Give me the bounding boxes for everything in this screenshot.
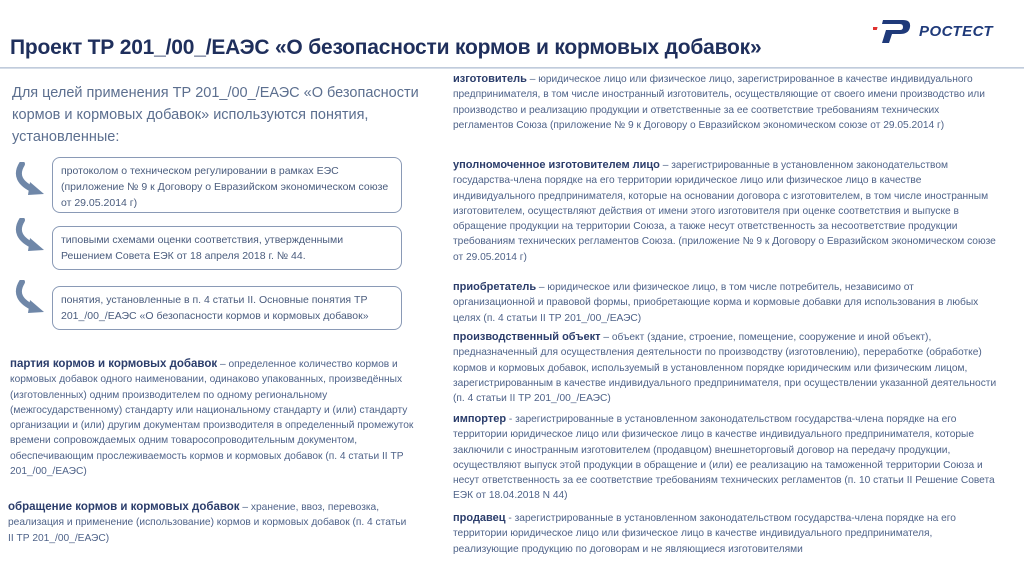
curved-arrow-icon	[10, 218, 46, 254]
definition-separator: –	[600, 332, 612, 343]
rostest-p-logo-icon	[873, 18, 913, 44]
definition-text: зарегистрированные в установленном законодательством государства-члена порядке на его территории юридическое лицо или физическое лицо в качестве индивидуального предпринимателя, которые заключили с иностранным изготовителем (продавцом) внешнеторговый договор на передачу продукции, осуществляют выпуск этой продукции в обращение и (или) ее реализацию на таможенной территории Союза и несут ответственность за ее соответствие требованиям технических регламентов (п. 10 статьи II Решение Совета ЕЭК от 18.04.2018 N 44)	[453, 414, 995, 502]
definition-text: зарегистрированные в установленном законодательством государства-члена порядке на его территории юридическое лицо или физическое лицо в качестве индивидуального предпринимателя, которые на основании договора с изготовителем, в том числе иностранным изготовителем, осуществляют действия от имени этого изготовителя при оценке соответствия и выпуске в обращение продукции на территории Союза, а также несут ответственность за несоответствие продукции требованиям технических регламентов Союза. (приложение № 9 к Договору о Евразийском экономическом союзе от 29.05.2014 г)	[453, 160, 996, 263]
curved-arrow-icon	[10, 280, 46, 316]
source-text: типовыми схемами оценки соответствия, утвержденными Решением Совета ЕЭК от 18 апреля 2018 г. № 44.	[61, 234, 344, 262]
definition-separator: –	[217, 359, 229, 370]
definition-circulation	[8, 500, 408, 546]
definition-separator: –	[526, 74, 539, 85]
source-text: понятия, установленные в п. 4 статьи II. Основные понятия ТР 201_/00_/ЕАЭС «О безопасности кормов и кормовых добавок»	[61, 294, 369, 322]
definition-term: партия кормов и кормовых добавок	[10, 358, 218, 370]
definition-term: уполномоченное изготовителем лицо	[453, 159, 660, 171]
definition-seller	[453, 511, 998, 557]
definition-separator: –	[536, 282, 548, 293]
definition-text: объект (здание, строение, помещение, сооружение и иной объект), предназначенный для осуществления деятельности по производству (изготовлению), переработке (обработке) кормов и кормовых добавок, используемый в установленном порядке юридическим или физическим лицом, зарегистрированным в качестве индивидуального предпринимателя, при осуществлении указанной деятельности (п. 4 статьи II ТР 201_/00_/ЕАЭС)	[453, 332, 997, 405]
definition-separator: -	[505, 513, 515, 524]
source-box-schemes	[52, 226, 402, 270]
definition-separator: -	[506, 414, 516, 425]
source-text: протоколом о техническом регулировании в рамках ЕЭС (приложение № 9 к Договору о Евразийском экономическом союзе от 29.05.2014 г)	[61, 165, 389, 209]
rostest-logo	[873, 18, 993, 44]
definition-separator: –	[659, 160, 672, 171]
title-divider	[0, 67, 1024, 69]
definition-text: хранение, ввоз, перевозка, реализация и применение (использование) кормов и кормовых добавок (п. 4 статьи II ТР 201_/00_/ЕАЭС)	[8, 502, 407, 544]
definition-authorized-person	[453, 158, 998, 265]
source-box-protocol	[52, 157, 402, 213]
source-box-tr-concepts	[52, 286, 402, 330]
definition-purchaser	[453, 280, 998, 326]
page-title: Проект ТР 201_/00_/ЕАЭС «О безопасности кормов и кормовых добавок»	[10, 36, 762, 59]
definition-term: изготовитель	[453, 73, 527, 85]
definition-separator: –	[239, 502, 251, 513]
definition-text: определенное количество кормов и кормовых добавок одного наименовании, одинаково упакованных, произведённых (изготовленных) одним производителем по одному региональному (межгосударственному) стандарту или национальному стандарту и (или) стандарту организации и (или) другим документам производителя в определенный промежуток времени сопровождаемых одним товаросопроводительным документом, обеспечивающим прослеживаемость кормов и кормовых добавок (п. 4 статьи II ТР 201_/00_/ЕАЭС)	[10, 359, 414, 478]
definition-term: продавец	[453, 512, 506, 524]
definition-text: зарегистрированные в установленном законодательством государства-члена порядке на его территории юридическое лицо или физическое лицо в качестве индивидуального предпринимателя, реализующие продукцию по договорам и не являющиеся изготовителями	[453, 513, 956, 555]
definition-text: юридическое или физическое лицо, в том числе потребитель, независимо от организационной и правовой формы, приобретающие корма и кормовые добавки для использования в любых целях (п. 4 статьи II ТР 201_/00_/ЕАЭС)	[453, 282, 979, 324]
definition-importer	[453, 412, 1001, 504]
definition-batch	[10, 357, 440, 479]
definition-term: импортер	[453, 413, 507, 425]
intro-text: Для целей применения ТР 201_/00_/ЕАЭС «О безопасности кормов и кормовых добавок» используются понятия, установленные:	[12, 85, 419, 145]
definition-production-facility	[453, 330, 998, 406]
definition-term: обращение кормов и кормовых добавок	[8, 501, 240, 513]
definition-text: юридическое лицо или физическое лицо, зарегистрированное в качестве индивидуального предпринимателя, в том числе иностранный изготовитель, осуществляющие от своего имени производство или производство и реализацию продукции и ответственные за ее соответствие требованиям технических регламентов Союза (приложение № 9 к Договору о Евразийском экономическом союзе от 29.05.2014 г)	[453, 74, 985, 131]
logo-text: РОСТЕСТ	[919, 22, 994, 40]
curved-arrow-icon	[10, 162, 46, 198]
definition-manufacturer	[453, 72, 998, 133]
definition-term: приобретатель	[453, 281, 537, 293]
definition-term: производственный объект	[453, 331, 601, 343]
